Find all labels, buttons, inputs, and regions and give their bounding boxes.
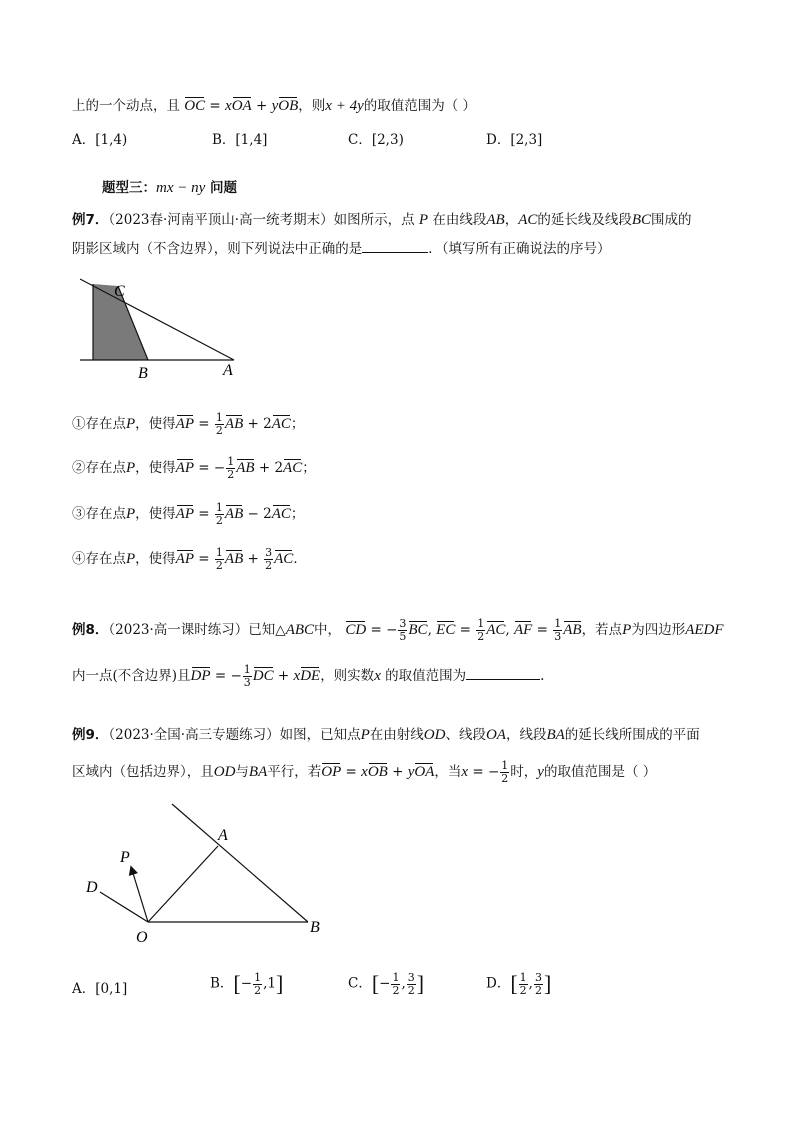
- vector-ap: AP: [175, 506, 194, 522]
- var: P: [126, 551, 136, 567]
- num: 1: [215, 546, 223, 559]
- text: D．: [486, 975, 511, 992]
- vector-ac: AC: [283, 460, 303, 476]
- vector-oa: OA: [414, 764, 435, 780]
- op: +: [258, 460, 271, 476]
- fraction: [215, 502, 224, 527]
- ex7-item-2: ②存在点P，使得AP = − $\frac{1}{2}$ AB + 2AC；: [72, 455, 316, 481]
- vector-ac: AC: [271, 416, 291, 432]
- top-question-line: 上的一个动点，且 OC = xOA + yOB，则x + 4y的取值范围为（ ）: [72, 98, 477, 114]
- coef: 2: [274, 460, 284, 476]
- vector-de: DE: [300, 668, 321, 684]
- var: x: [374, 668, 381, 684]
- text: 的延长线及线段: [537, 212, 632, 228]
- vector-ob: OB: [278, 98, 299, 114]
- vector-ec: EC: [436, 622, 456, 638]
- text: A．: [72, 981, 96, 997]
- var: AC: [518, 212, 538, 228]
- text: 中，: [314, 622, 342, 638]
- vector-op: OP: [321, 764, 342, 780]
- label-a: A: [218, 827, 228, 844]
- text: ，当: [434, 764, 462, 780]
- vector-ab: AB: [224, 506, 244, 522]
- fraction: [264, 547, 273, 572]
- option-b[interactable]: B．[− $\frac{1}{2}$ ,1]: [210, 970, 284, 997]
- var: BA: [546, 727, 565, 743]
- ex7-line2: [72, 238, 611, 259]
- text: 的延长线所围成的平面: [564, 727, 700, 743]
- text: 的取值范围为: [385, 668, 467, 684]
- text: 区域内（包括边界），且: [72, 764, 214, 780]
- num: 1: [215, 411, 223, 424]
- vector-ac: AC: [486, 622, 506, 638]
- var: P: [126, 416, 136, 432]
- var: AEDF: [685, 622, 724, 638]
- den: 2: [227, 468, 235, 481]
- text: .: [540, 668, 545, 684]
- label-p: P: [120, 849, 130, 866]
- op: +: [247, 416, 259, 432]
- vector-bc: BC: [408, 622, 428, 638]
- text: 时，: [510, 764, 538, 780]
- value: [0,1]: [95, 981, 128, 997]
- text: ，使得: [135, 460, 176, 476]
- var: P: [360, 727, 370, 743]
- sign: −: [213, 460, 226, 476]
- label-d: D: [86, 879, 98, 896]
- example-label: 例8．: [72, 622, 109, 638]
- section-title: [102, 178, 237, 198]
- text: ，使得: [135, 506, 176, 522]
- text: 的取值范围为（ ）: [363, 98, 477, 114]
- answer-blank[interactable]: [362, 238, 428, 253]
- text: 平行，若: [267, 764, 322, 780]
- vector-ap: AP: [175, 551, 194, 567]
- ex9-line2: 区域内（包括边界），且OD与BA平行，若OP = xOB + yOA，当x = − $\frac{1}{2}$ 时，y的取值范围是（ ）: [72, 759, 657, 785]
- vector-af: AF: [514, 622, 533, 638]
- expression: x + 4y: [325, 98, 364, 114]
- den: 2: [265, 559, 273, 572]
- text: 的取值范围是（ ）: [543, 764, 657, 780]
- text: 题型三：: [102, 180, 156, 196]
- text: B．: [210, 975, 234, 992]
- var: BA: [248, 764, 268, 780]
- fraction: $\frac{1}{3}$: [554, 617, 562, 643]
- text: ①存在点: [72, 416, 126, 432]
- coef: 2: [263, 506, 272, 522]
- fraction: $\frac{1}{2}$: [501, 759, 509, 785]
- vector-ap: AP: [175, 416, 194, 432]
- example-label: 例7．: [72, 212, 109, 228]
- option-d[interactable]: D．[ $\frac{1}{2}$ , $\frac{3}{2}$ ]: [486, 970, 552, 997]
- option-c[interactable]: C．[− $\frac{1}{2}$ , $\frac{3}{2}$ ]: [348, 970, 425, 997]
- text: ，使得: [135, 416, 176, 432]
- vector-ab: AB: [224, 416, 244, 432]
- text: ③存在点: [72, 506, 126, 522]
- example-label: 例9．: [72, 727, 109, 743]
- text: 围成的: [651, 212, 692, 228]
- var: P: [126, 506, 136, 522]
- answer-blank[interactable]: [466, 665, 540, 680]
- text: 上的一个动点，且: [72, 98, 180, 114]
- label-a: A: [223, 362, 233, 379]
- ex7-line1: [72, 210, 692, 230]
- text: 在由线段: [432, 212, 487, 228]
- ray-od: [100, 892, 148, 922]
- text: ②存在点: [72, 460, 126, 476]
- vector-ac: AC: [271, 506, 291, 522]
- num: 1: [215, 501, 223, 514]
- text: ，若点: [581, 622, 623, 638]
- expression: mx − ny: [156, 180, 206, 196]
- vector-oa: OA: [231, 98, 252, 114]
- fraction: [215, 412, 224, 437]
- text: 、线段: [445, 727, 486, 743]
- text: ，: [504, 212, 519, 228]
- var: OD: [423, 727, 446, 743]
- text: ，线段: [505, 727, 547, 743]
- den: 2: [215, 514, 223, 527]
- vector-oc: OC: [184, 98, 206, 114]
- ex7-item-4: ④存在点P，使得AP = $\frac{1}{2}$ AB + $\frac{3}{2}$ AC．: [72, 546, 307, 572]
- ex9-options: [72, 970, 722, 1009]
- text: 为四边形: [631, 622, 686, 638]
- vector-ob: OB: [367, 764, 388, 780]
- option-d[interactable]: D．[2,3]: [486, 132, 543, 148]
- line-ba-extended: [172, 804, 308, 922]
- fraction: $\frac{3}{5}$: [399, 617, 407, 643]
- text: （2023春·河南平顶山·高一统考期末）如图所示，点: [108, 212, 415, 228]
- vector-dc: DC: [252, 668, 274, 684]
- fraction: [215, 547, 224, 572]
- text: 问题: [205, 180, 237, 196]
- text: ．: [293, 551, 307, 567]
- var: ABC: [285, 622, 315, 638]
- text: （2023·全国·高三专题练习）如图，已知点: [108, 727, 361, 743]
- vector-dp: DP: [190, 668, 211, 684]
- text: 阴影区域内（不含边界），则下列说法中正确的是: [72, 241, 363, 257]
- var: AB: [486, 212, 505, 228]
- var: P: [622, 622, 632, 638]
- var: P: [418, 212, 429, 228]
- text: ；: [302, 460, 316, 476]
- op: −: [247, 506, 259, 522]
- figure-ex9: [80, 800, 340, 950]
- fraction: [226, 456, 235, 481]
- ex9-line1: [72, 725, 700, 745]
- var: OD: [213, 764, 236, 780]
- op: +: [247, 551, 259, 567]
- text: 与: [235, 764, 249, 780]
- var: OA: [485, 727, 506, 743]
- vector-ab: AB: [224, 551, 244, 567]
- text: （2023·高一课时练习）已知△: [108, 622, 286, 638]
- label-o: O: [136, 929, 148, 946]
- vector-ap: AP: [175, 460, 194, 476]
- figure-ex7: [80, 276, 250, 381]
- var: P: [126, 460, 136, 476]
- text: ④存在点: [72, 551, 126, 567]
- fraction: $\frac{1}{2}$: [477, 617, 485, 643]
- text: C．: [348, 975, 372, 992]
- num: 1: [227, 455, 235, 468]
- den: 2: [215, 424, 223, 437]
- text: ；: [290, 416, 305, 432]
- text: ；: [290, 506, 305, 522]
- option-c[interactable]: C．[2,3): [348, 132, 404, 148]
- option-b[interactable]: B．[1,4]: [212, 132, 268, 148]
- label-b: B: [138, 365, 148, 381]
- num: 3: [265, 546, 273, 559]
- ex8-line2: 内一点(不含边界)且DP = − $\frac{1}{3}$ DC + xDE，则实数x 的取值范围为 .: [72, 663, 545, 689]
- text: ，使得: [135, 551, 176, 567]
- ex8-line1: 例8．（2023·高一课时练习）已知△ABC中， CD = − $\frac{3}{5}$ BC, EC = $\frac{1}{2}$ AC, AF = $\frac{1}{3}$ AB，若点P为四边形AEDF: [72, 617, 724, 643]
- option-a[interactable]: A．[1,4): [72, 132, 128, 148]
- coef: 2: [263, 416, 272, 432]
- var: BC: [631, 212, 652, 228]
- den: 2: [215, 559, 223, 572]
- option-a[interactable]: [72, 977, 127, 997]
- text: ．（填写所有正确说法的序号）: [428, 241, 611, 257]
- fraction: $\frac{1}{3}$: [243, 663, 251, 689]
- var: y: [537, 764, 544, 780]
- label-c: C: [114, 283, 125, 300]
- text: 内一点(不含边界)且: [72, 668, 191, 684]
- vector-ab: AB: [563, 622, 582, 638]
- text: ，则实数: [320, 668, 375, 684]
- text: 在由射线: [369, 727, 424, 743]
- ex7-item-1: ①存在点P，使得AP = $\frac{1}{2}$ AB + 2AC；: [72, 411, 305, 437]
- segment-oa: [148, 846, 218, 922]
- vector-cd: CD: [345, 622, 367, 638]
- vector-ab: AB: [236, 460, 255, 476]
- ex7-item-3: ③存在点P，使得AP = $\frac{1}{2}$ AB − 2AC；: [72, 501, 305, 527]
- vector-ac: AC: [274, 551, 294, 567]
- label-b: B: [310, 919, 320, 936]
- text: ，则: [298, 98, 326, 114]
